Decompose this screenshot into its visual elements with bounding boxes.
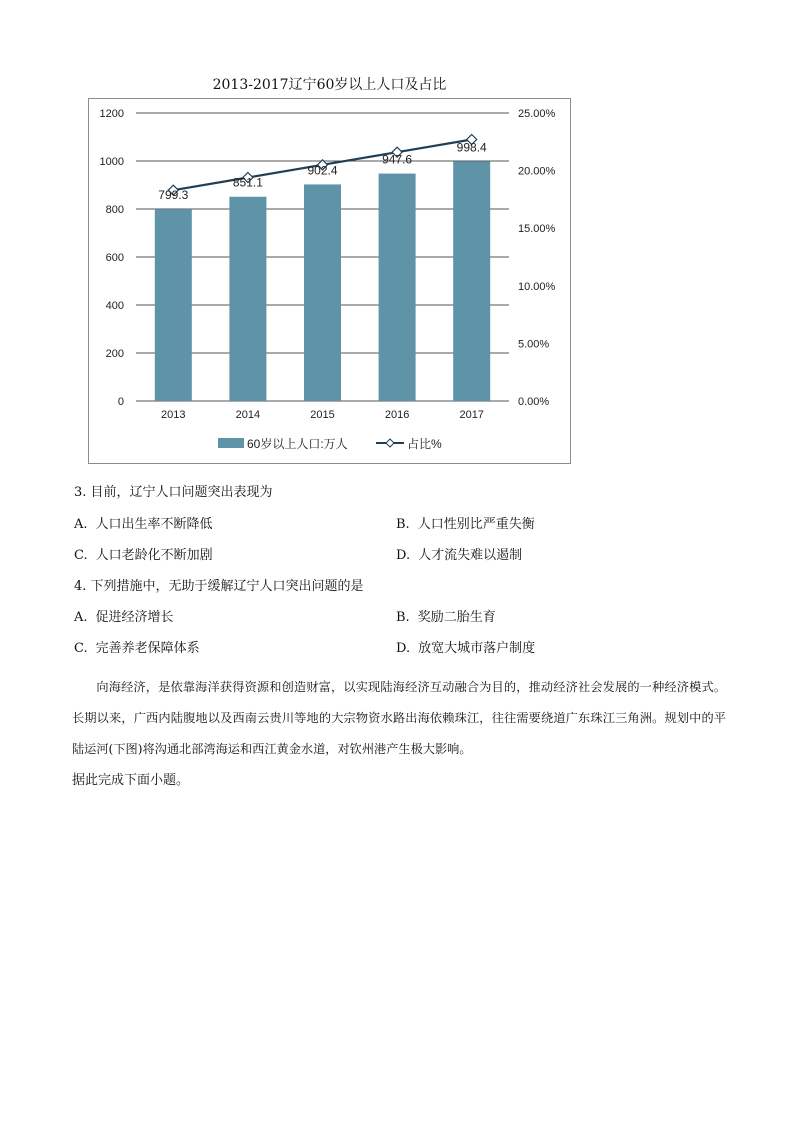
option-4a[interactable] — [74, 609, 174, 627]
bar — [379, 174, 416, 401]
chart-frame — [88, 98, 571, 464]
option-letter: A. — [74, 610, 88, 625]
bar-data-label: 799.3 — [158, 188, 189, 203]
y-left-tick-label: 1000 — [99, 156, 124, 168]
question-4 — [74, 578, 364, 596]
bar-data-label: 998.4 — [456, 140, 487, 155]
option-3a[interactable] — [74, 516, 213, 534]
option-4d[interactable] — [396, 640, 535, 658]
bar — [453, 161, 490, 401]
bar — [155, 209, 192, 401]
question-stem: 下列措施中，无助于缓解辽宁人口突出问题的是 — [90, 579, 364, 594]
y-right-tick-label: 10.00% — [518, 280, 556, 293]
option-text: 完善养老保障体系 — [95, 641, 200, 656]
option-text: 促进经济增长 — [95, 610, 174, 625]
y-left-tick-label: 1200 — [99, 108, 124, 120]
bar-data-label: 851.1 — [232, 175, 263, 190]
option-letter: D. — [396, 548, 411, 563]
option-3c[interactable] — [74, 547, 213, 565]
y-left-tick-label: 200 — [105, 348, 124, 360]
reading-passage — [72, 672, 726, 796]
option-3b[interactable] — [396, 516, 535, 534]
x-tick-label: 2015 — [310, 409, 335, 421]
legend-line-marker — [386, 439, 394, 447]
bar — [229, 197, 266, 401]
option-3d[interactable] — [396, 547, 522, 565]
legend-bar-swatch — [218, 438, 244, 448]
legend-bar-label: 60岁以上人口:万人 — [247, 437, 348, 451]
question-number: 3. — [74, 485, 87, 500]
y-right-tick-label: 20.00% — [518, 165, 556, 178]
option-text: 人口老龄化不断加剧 — [95, 548, 213, 563]
option-letter: D. — [396, 641, 411, 656]
bar-data-label: 947.6 — [382, 152, 413, 167]
option-letter: B. — [396, 610, 410, 625]
question-stem: 目前，辽宁人口问题突出表现为 — [90, 485, 273, 500]
option-letter: A. — [74, 517, 88, 532]
option-text: 放宽大城市落户制度 — [418, 641, 536, 656]
option-text: 奖励二胎生育 — [417, 610, 496, 625]
option-text: 人口出生率不断降低 — [95, 517, 213, 532]
bar-data-label: 902.4 — [307, 163, 338, 178]
combo-chart — [89, 99, 570, 463]
option-letter: C. — [74, 641, 88, 656]
y-left-tick-label: 0 — [117, 396, 124, 408]
y-right-tick-label: 15.00% — [518, 223, 556, 236]
option-text: 人口性别比严重失衡 — [417, 517, 535, 532]
question-3 — [74, 484, 273, 502]
bar — [304, 184, 341, 401]
passage-body: 向海经济，是依靠海洋获得资源和创造财富，以实现陆海经济互动融合为目的，推动经济社会发展的一种经济模式。长期以来，广西内陆腹地以及西南云贵川等地的大宗物资水路出海依赖珠江，往往需要绕道广东珠江三角洲。规划中的平陆运河(下图)将沟通北部湾海运和西江黄金水道，对钦州港产生极大影响。 — [72, 680, 726, 756]
option-text: 人才流失难以遏制 — [418, 548, 523, 563]
y-left-tick-label: 800 — [105, 204, 124, 216]
legend-line-label: 占比% — [407, 437, 442, 451]
option-letter: C. — [74, 548, 88, 563]
y-right-tick-label: 5.00% — [518, 338, 550, 351]
y-left-tick-label: 600 — [105, 252, 124, 264]
y-left-tick-label: 400 — [105, 300, 124, 312]
option-4b[interactable] — [396, 609, 496, 627]
passage-instruction: 据此完成下面小题。 — [72, 773, 190, 788]
x-tick-label: 2016 — [384, 409, 410, 421]
x-tick-label: 2014 — [235, 409, 261, 421]
question-number: 4. — [74, 579, 87, 594]
y-right-tick-label: 0.00% — [518, 396, 550, 408]
chart-title: 2013-2017辽宁60岁以上人口及占比 — [212, 77, 447, 93]
x-tick-label: 2013 — [161, 409, 186, 421]
y-right-tick-label: 25.00% — [518, 108, 556, 120]
option-letter: B. — [396, 517, 410, 532]
option-4c[interactable] — [74, 640, 200, 658]
x-tick-label: 2017 — [459, 409, 484, 421]
